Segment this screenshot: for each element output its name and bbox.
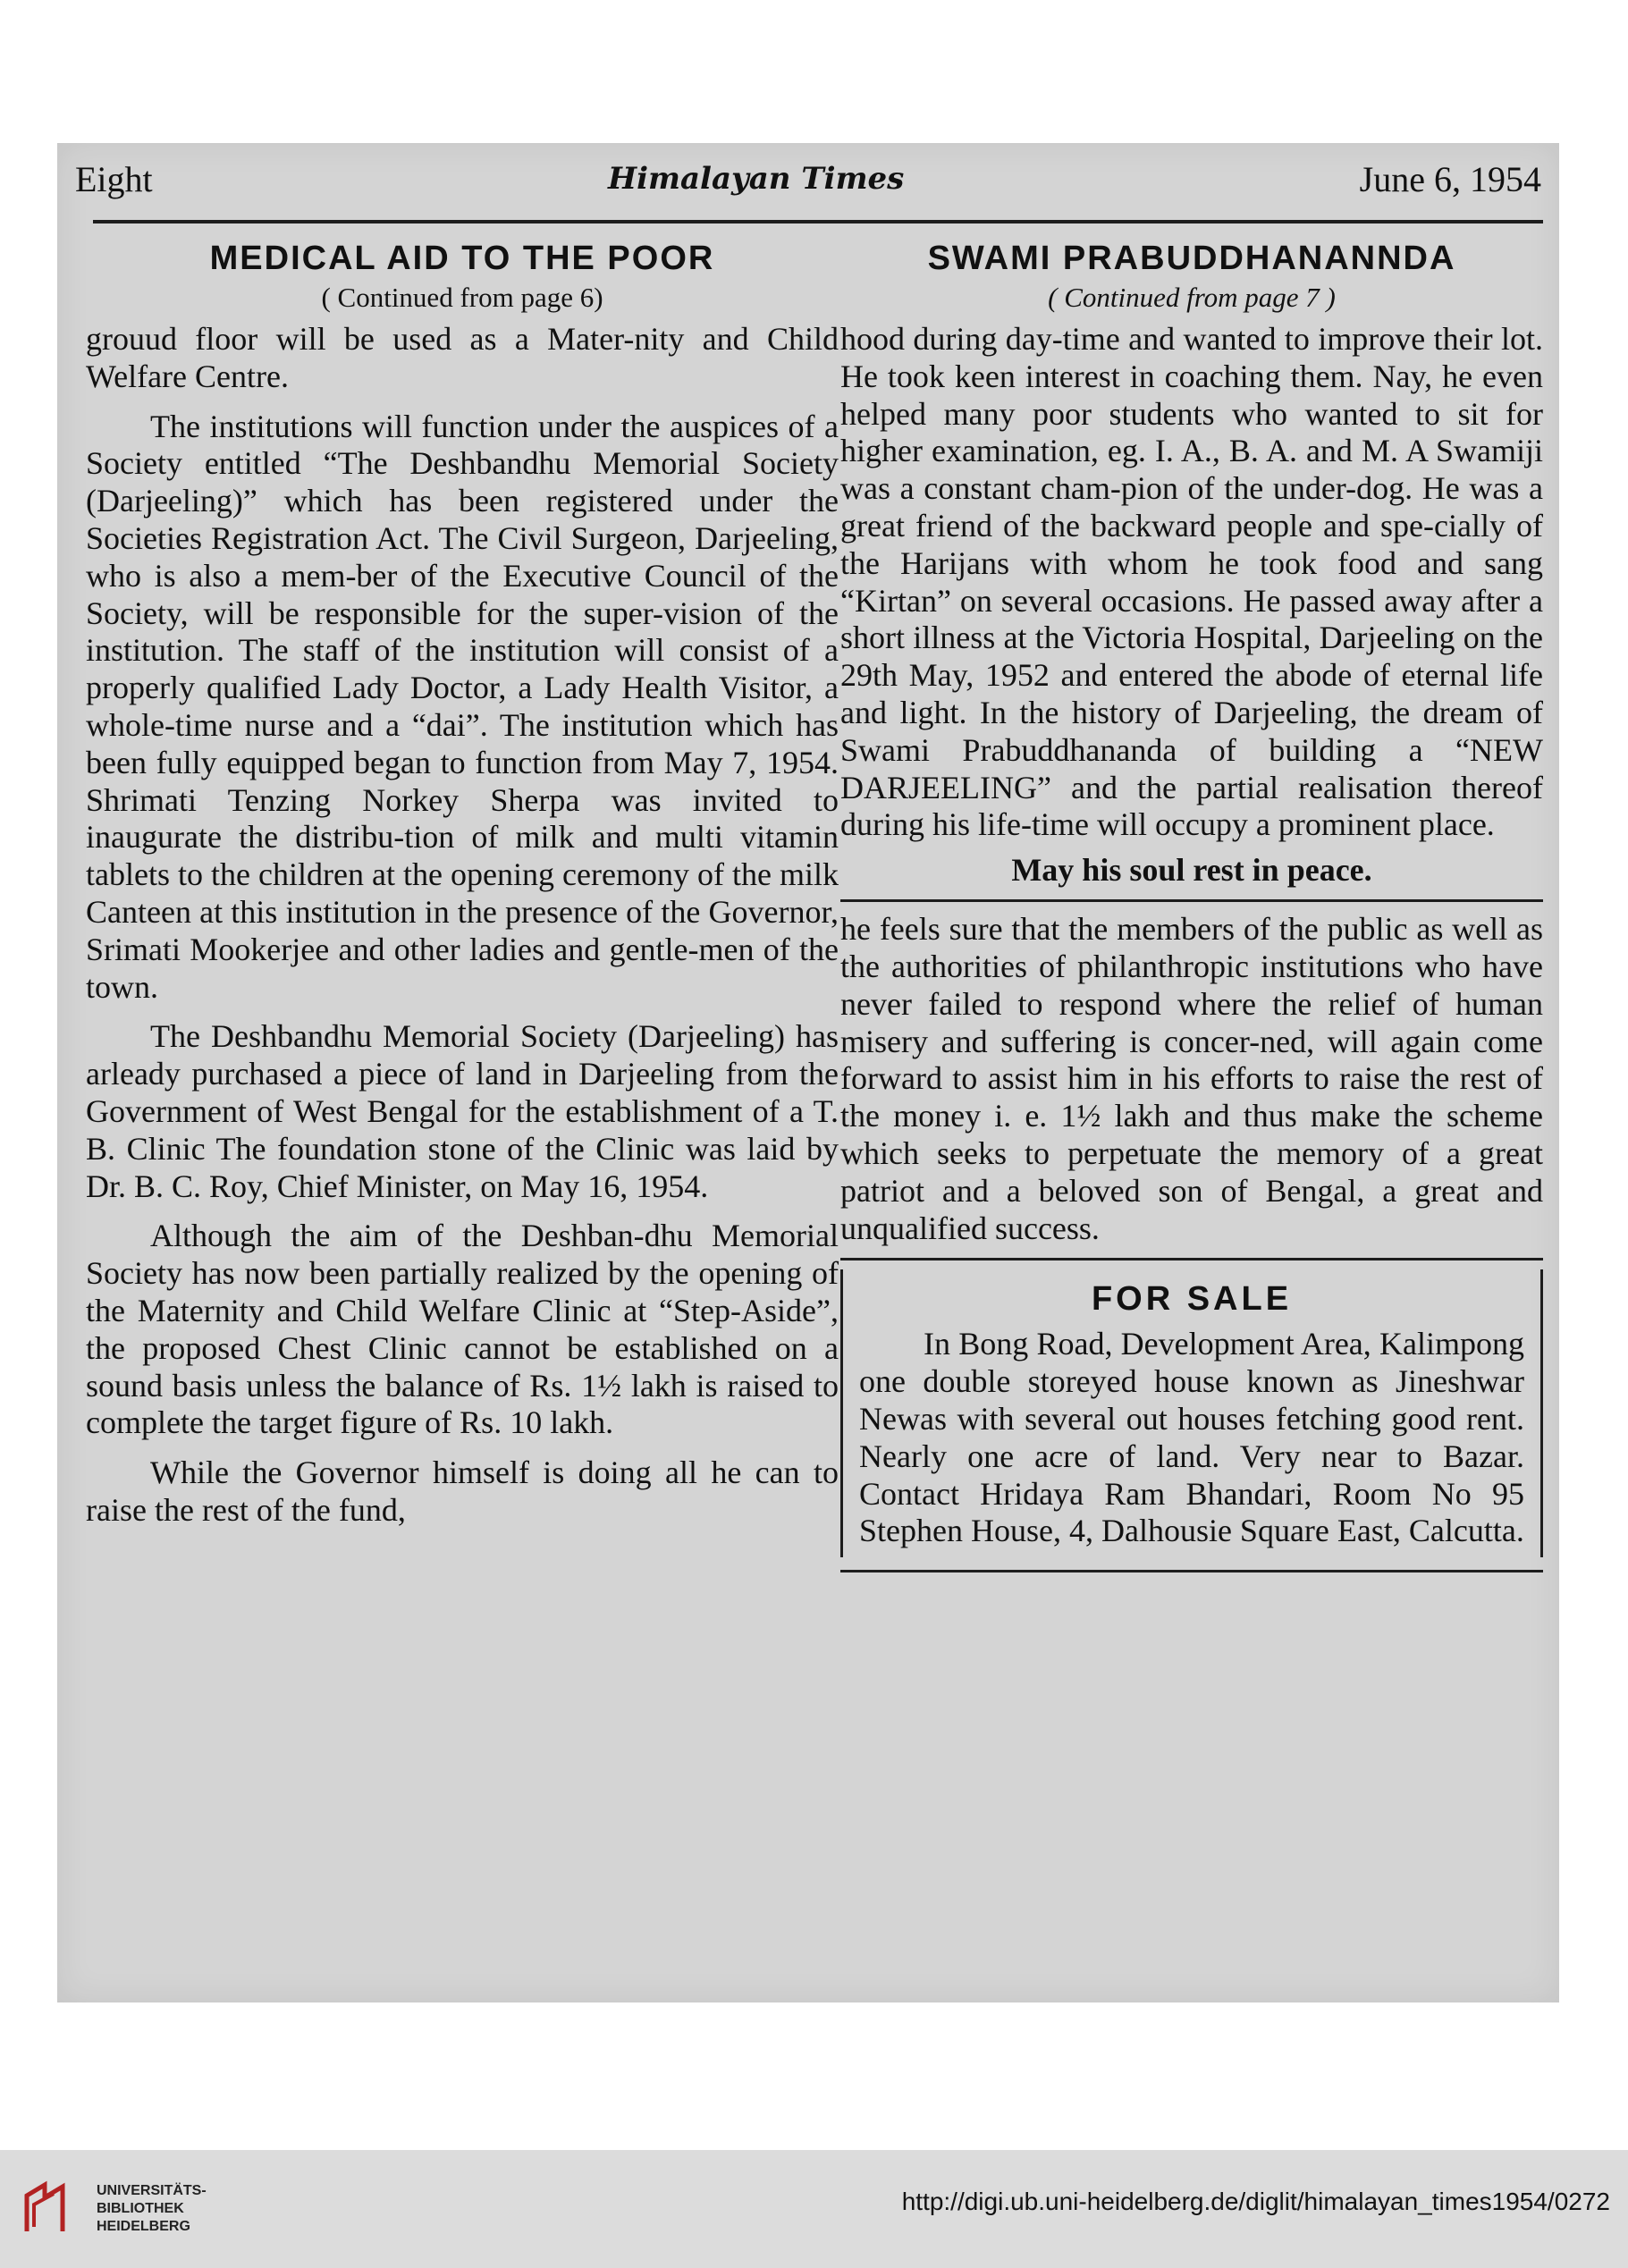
right-headline: SWAMI PRABUDDHANANNDA [927, 240, 1456, 277]
column-divider [840, 899, 1543, 902]
left-continued-note: ( Continued from page 6) [321, 282, 603, 313]
left-paragraph-2: The institutions will function under the auspices of a Society entitled “The Deshbandhu Memorial Society (Darjeeling)” which has been registered under the Societies Registration Act. The Civil Surgeon, Darjeeling, who is also a mem-ber of the Executive Council of the Society, will be responsible for the super-vision of the institution. The staff of the institution will consist of a properly qualified Lady Doctor, a Lady Health Visitor, a whole-time nurse and a “dai”. The institution which has been fully equipped began to function from May 7, 1954. Shrimati Tenzing Norkey Sherpa was invited to inaugurate the distribu-tion of milk and multi vitamin tablets to the children at the opening ceremony of the milk Canteen at this institution in the presence of the Governor, Srimati Mookerjee and other ladies and gentle-men of the town. [86, 408, 839, 1005]
page-header [75, 152, 1541, 206]
for-sale-ad [840, 1269, 1543, 1557]
ad-bottom-rule [840, 1570, 1543, 1572]
left-paragraph-3: The Deshbandhu Memorial Society (Darjeeling) has arleady purchased a piece of land in Darjeeling from the Government of West Bengal for the establishment of a T. B. Clinic The foundation stone of the Clinic was laid by Dr. B. C. Roy, Chief Minister, on May 16, 1954. [86, 1018, 839, 1204]
left-paragraph-5: While the Governor himself is doing all he can to raise the rest of the fund, [86, 1454, 839, 1528]
right-column [840, 240, 1543, 2002]
source-url[interactable]: http://digi.ub.uni-heidelberg.de/diglit/himalayan_times1954/0272 [901, 2188, 1610, 2215]
library-logo-icon [18, 2178, 80, 2240]
library-name: UNIVERSITÄTS- BIBLIOTHEK HEIDELBERG [97, 2183, 207, 2234]
left-paragraph-4: Although the aim of the Deshban-dhu Memorial Society has now been partially realized by the opening of the Maternity and Child Welfare Clinic at “Step-Aside”, the proposed Chest Clinic cannot be established on a sound basis unless the balance of Rs. 1½ lakh is raised to complete the target figure of Rs. 10 lakh. [86, 1218, 839, 1441]
ad-text: In Bong Road, Development Area, Kalimpong one double storeyed house known as Jineshwar Newas with several out houses fetching good rent. Nearly one acre of land. Very near to Bazar. Contact Hridaya Ram Bhandari, Room No 95 Stephen House, 4, Dalhousie Square East, Calcutta. [859, 1326, 1524, 1549]
left-headline: MEDICAL AID TO THE POOR [209, 240, 715, 277]
continuation-paragraph: he feels sure that the members of the public as well as the authorities of philanthropic institutions who have never failed to respond where the relief of human misery and suffering is concer-ned, will again come forward to assist him in his efforts to raise the rest of the money i. e. 1½ lakh and thus make the scheme which seeks to perpetuate the memory of a great patriot and a beloved son of Bengal, a great and unqualified success. [840, 911, 1543, 1246]
closing-line: May his soul rest in peace. [1011, 852, 1372, 889]
footer-bar [0, 2150, 1628, 2268]
issue-date: June 6, 1954 [1359, 158, 1541, 199]
newspaper-page [57, 143, 1559, 2002]
header-rule [93, 220, 1543, 223]
page-label: Eight [75, 158, 153, 199]
ad-title: FOR SALE [1091, 1280, 1293, 1319]
left-column [86, 240, 839, 2002]
ad-top-rule [840, 1258, 1543, 1260]
right-continued-note: ( Continued from page 7 ) [1048, 282, 1336, 313]
right-paragraph-1: hood during day-time and wanted to improve their lot. He took keen interest in coaching them. Nay, he even helped many poor students who wanted to sit for higher examination, eg. I. A., B. A. and M. A Swamiji was a constant cham-pion of the under-dog. He was a great friend of the backward people and spe-cially of the Harijans with whom he took food and sang “Kirtan” on several occasions. He passed away after a short illness at the Victoria Hospital, Darjeeling on the 29th May, 1952 and entered the abode of eternal life and light. In the history of Darjeeling, the dream of Swami Prabuddhananda of building a “NEW DARJEELING” and the partial realisation thereof during his life-time will occupy a prominent place. [840, 321, 1543, 843]
masthead: Himalayan Times [608, 161, 905, 197]
left-paragraph-1: grouud floor will be used as a Mater-nity and Child Welfare Centre. [86, 321, 839, 394]
